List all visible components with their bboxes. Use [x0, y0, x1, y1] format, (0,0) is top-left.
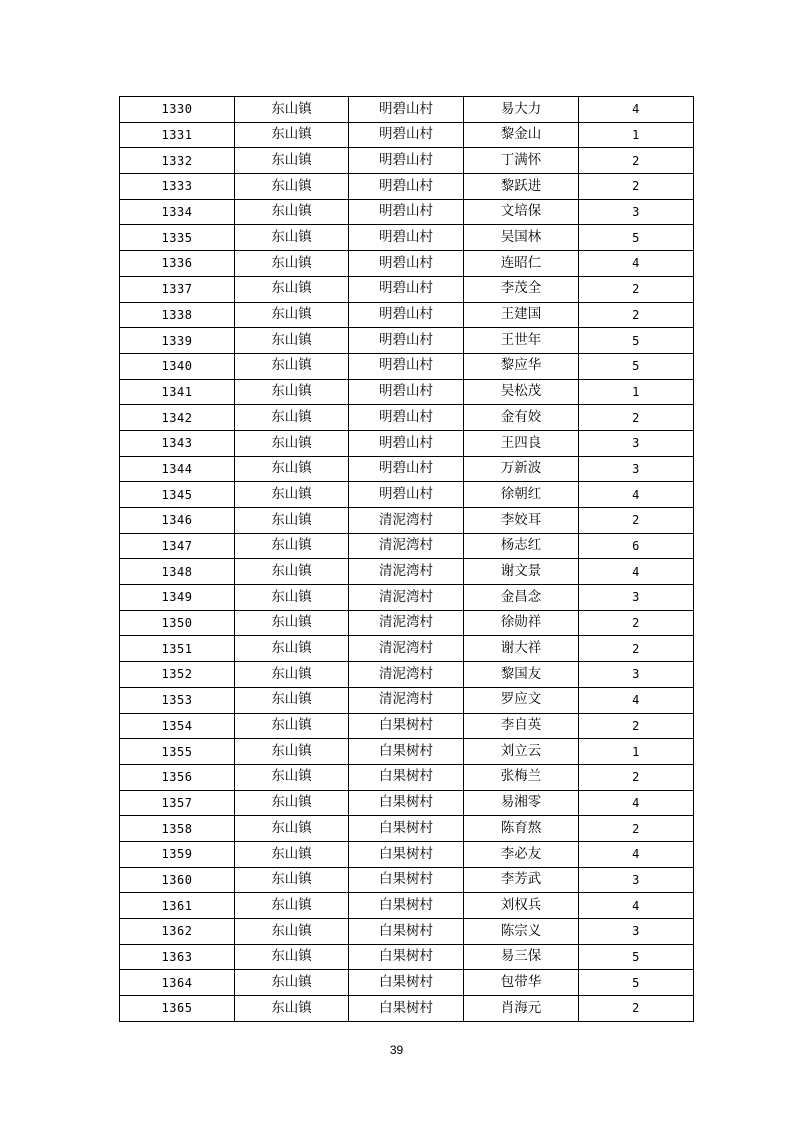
cell-person-name: 陈育熬 [464, 816, 579, 842]
cell-town: 东山镇 [235, 585, 349, 611]
cell-household-count: 2 [579, 508, 694, 534]
cell-village: 明碧山村 [349, 353, 464, 379]
cell-person-name: 张梅兰 [464, 764, 579, 790]
table-row [120, 379, 694, 405]
cell-person-name: 陈宗义 [464, 919, 579, 945]
cell-household-count: 5 [579, 353, 694, 379]
cell-village: 明碧山村 [349, 302, 464, 328]
table-row [120, 585, 694, 611]
cell-person-name: 吴松茂 [464, 379, 579, 405]
cell-person-name: 万新波 [464, 456, 579, 482]
cell-village: 白果树村 [349, 816, 464, 842]
cell-person-name: 徐朝红 [464, 482, 579, 508]
cell-person-name: 王四良 [464, 430, 579, 456]
cell-person-name: 谢大祥 [464, 636, 579, 662]
table-row [120, 533, 694, 559]
cell-household-count: 4 [579, 251, 694, 277]
cell-household-count: 4 [579, 687, 694, 713]
table-row [120, 764, 694, 790]
table-row [120, 559, 694, 585]
cell-town: 东山镇 [235, 430, 349, 456]
cell-village: 清泥湾村 [349, 636, 464, 662]
roster-table [119, 96, 694, 1022]
cell-town: 东山镇 [235, 405, 349, 431]
cell-town: 东山镇 [235, 713, 349, 739]
cell-village: 明碧山村 [349, 430, 464, 456]
table-row [120, 482, 694, 508]
cell-household-count: 4 [579, 790, 694, 816]
cell-town: 东山镇 [235, 996, 349, 1022]
cell-serial-number: 1352 [120, 662, 235, 688]
cell-household-count: 3 [579, 456, 694, 482]
cell-village: 白果树村 [349, 764, 464, 790]
cell-serial-number: 1344 [120, 456, 235, 482]
table-row [120, 867, 694, 893]
cell-person-name: 李必友 [464, 841, 579, 867]
cell-person-name: 金昌念 [464, 585, 579, 611]
table-row [120, 687, 694, 713]
cell-village: 白果树村 [349, 970, 464, 996]
table-row [120, 816, 694, 842]
table-row [120, 996, 694, 1022]
cell-serial-number: 1365 [120, 996, 235, 1022]
cell-household-count: 3 [579, 199, 694, 225]
cell-town: 东山镇 [235, 482, 349, 508]
cell-serial-number: 1350 [120, 610, 235, 636]
cell-village: 明碧山村 [349, 328, 464, 354]
cell-household-count: 1 [579, 739, 694, 765]
cell-household-count: 2 [579, 610, 694, 636]
cell-household-count: 2 [579, 174, 694, 200]
cell-person-name: 王世年 [464, 328, 579, 354]
table-row [120, 841, 694, 867]
cell-village: 清泥湾村 [349, 533, 464, 559]
cell-village: 白果树村 [349, 713, 464, 739]
table-row [120, 713, 694, 739]
cell-person-name: 丁满怀 [464, 148, 579, 174]
cell-serial-number: 1331 [120, 122, 235, 148]
cell-town: 东山镇 [235, 893, 349, 919]
cell-town: 东山镇 [235, 764, 349, 790]
cell-town: 东山镇 [235, 739, 349, 765]
cell-town: 东山镇 [235, 199, 349, 225]
cell-person-name: 易三保 [464, 944, 579, 970]
cell-serial-number: 1332 [120, 148, 235, 174]
cell-town: 东山镇 [235, 867, 349, 893]
cell-person-name: 文培保 [464, 199, 579, 225]
table-row [120, 456, 694, 482]
cell-village: 清泥湾村 [349, 610, 464, 636]
cell-town: 东山镇 [235, 636, 349, 662]
cell-town: 东山镇 [235, 508, 349, 534]
cell-village: 白果树村 [349, 739, 464, 765]
cell-serial-number: 1345 [120, 482, 235, 508]
cell-household-count: 3 [579, 919, 694, 945]
cell-town: 东山镇 [235, 97, 349, 123]
cell-serial-number: 1357 [120, 790, 235, 816]
table-row [120, 276, 694, 302]
roster-table-body [120, 97, 694, 1022]
cell-person-name: 李茂全 [464, 276, 579, 302]
cell-serial-number: 1342 [120, 405, 235, 431]
cell-serial-number: 1346 [120, 508, 235, 534]
cell-household-count: 1 [579, 122, 694, 148]
cell-village: 明碧山村 [349, 122, 464, 148]
cell-village: 白果树村 [349, 944, 464, 970]
cell-town: 东山镇 [235, 533, 349, 559]
cell-person-name: 黎金山 [464, 122, 579, 148]
table-row [120, 251, 694, 277]
cell-household-count: 4 [579, 559, 694, 585]
cell-village: 明碧山村 [349, 276, 464, 302]
cell-household-count: 3 [579, 867, 694, 893]
cell-household-count: 2 [579, 148, 694, 174]
cell-village: 明碧山村 [349, 199, 464, 225]
cell-person-name: 包带华 [464, 970, 579, 996]
table-row [120, 302, 694, 328]
table-row [120, 199, 694, 225]
cell-town: 东山镇 [235, 456, 349, 482]
cell-household-count: 5 [579, 944, 694, 970]
cell-town: 东山镇 [235, 841, 349, 867]
cell-person-name: 李自英 [464, 713, 579, 739]
table-row [120, 919, 694, 945]
cell-town: 东山镇 [235, 379, 349, 405]
cell-village: 白果树村 [349, 841, 464, 867]
cell-serial-number: 1334 [120, 199, 235, 225]
cell-person-name: 罗应文 [464, 687, 579, 713]
cell-person-name: 易大力 [464, 97, 579, 123]
cell-serial-number: 1351 [120, 636, 235, 662]
cell-serial-number: 1356 [120, 764, 235, 790]
cell-serial-number: 1333 [120, 174, 235, 200]
cell-village: 清泥湾村 [349, 508, 464, 534]
cell-person-name: 金有姣 [464, 405, 579, 431]
cell-village: 清泥湾村 [349, 687, 464, 713]
cell-household-count: 2 [579, 636, 694, 662]
cell-town: 东山镇 [235, 970, 349, 996]
cell-household-count: 2 [579, 713, 694, 739]
cell-household-count: 2 [579, 764, 694, 790]
cell-serial-number: 1339 [120, 328, 235, 354]
cell-town: 东山镇 [235, 251, 349, 277]
cell-serial-number: 1348 [120, 559, 235, 585]
cell-serial-number: 1341 [120, 379, 235, 405]
cell-town: 东山镇 [235, 302, 349, 328]
cell-town: 东山镇 [235, 122, 349, 148]
cell-town: 东山镇 [235, 687, 349, 713]
cell-village: 明碧山村 [349, 482, 464, 508]
cell-serial-number: 1338 [120, 302, 235, 328]
cell-household-count: 2 [579, 996, 694, 1022]
cell-household-count: 5 [579, 328, 694, 354]
cell-person-name: 肖海元 [464, 996, 579, 1022]
cell-village: 清泥湾村 [349, 559, 464, 585]
cell-town: 东山镇 [235, 816, 349, 842]
cell-town: 东山镇 [235, 148, 349, 174]
cell-town: 东山镇 [235, 174, 349, 200]
cell-town: 东山镇 [235, 662, 349, 688]
table-row [120, 174, 694, 200]
cell-person-name: 刘权兵 [464, 893, 579, 919]
cell-serial-number: 1355 [120, 739, 235, 765]
cell-village: 清泥湾村 [349, 662, 464, 688]
table-row [120, 944, 694, 970]
cell-person-name: 杨志红 [464, 533, 579, 559]
cell-village: 明碧山村 [349, 148, 464, 174]
cell-town: 东山镇 [235, 559, 349, 585]
cell-serial-number: 1364 [120, 970, 235, 996]
cell-person-name: 谢文景 [464, 559, 579, 585]
cell-household-count: 5 [579, 225, 694, 251]
cell-village: 明碧山村 [349, 174, 464, 200]
cell-village: 明碧山村 [349, 456, 464, 482]
cell-serial-number: 1335 [120, 225, 235, 251]
table-row [120, 662, 694, 688]
cell-town: 东山镇 [235, 328, 349, 354]
cell-town: 东山镇 [235, 225, 349, 251]
cell-household-count: 5 [579, 970, 694, 996]
cell-serial-number: 1353 [120, 687, 235, 713]
cell-town: 东山镇 [235, 919, 349, 945]
cell-serial-number: 1361 [120, 893, 235, 919]
cell-village: 明碧山村 [349, 379, 464, 405]
cell-household-count: 2 [579, 276, 694, 302]
cell-person-name: 黎跃进 [464, 174, 579, 200]
cell-town: 东山镇 [235, 944, 349, 970]
cell-town: 东山镇 [235, 276, 349, 302]
cell-person-name: 李姣耳 [464, 508, 579, 534]
cell-household-count: 1 [579, 379, 694, 405]
cell-household-count: 2 [579, 816, 694, 842]
cell-serial-number: 1349 [120, 585, 235, 611]
cell-person-name: 连昭仁 [464, 251, 579, 277]
cell-household-count: 4 [579, 482, 694, 508]
table-row [120, 148, 694, 174]
cell-household-count: 4 [579, 893, 694, 919]
cell-serial-number: 1360 [120, 867, 235, 893]
table-row [120, 430, 694, 456]
table-row [120, 610, 694, 636]
cell-village: 清泥湾村 [349, 585, 464, 611]
cell-serial-number: 1358 [120, 816, 235, 842]
table-row [120, 122, 694, 148]
cell-serial-number: 1340 [120, 353, 235, 379]
table-row [120, 405, 694, 431]
cell-village: 白果树村 [349, 893, 464, 919]
cell-person-name: 黎应华 [464, 353, 579, 379]
table-row [120, 97, 694, 123]
page-number: 39 [389, 1043, 404, 1057]
cell-village: 明碧山村 [349, 225, 464, 251]
cell-person-name: 黎国友 [464, 662, 579, 688]
cell-person-name: 王建国 [464, 302, 579, 328]
table-row [120, 893, 694, 919]
cell-village: 白果树村 [349, 790, 464, 816]
cell-town: 东山镇 [235, 790, 349, 816]
cell-serial-number: 1347 [120, 533, 235, 559]
cell-town: 东山镇 [235, 610, 349, 636]
cell-serial-number: 1363 [120, 944, 235, 970]
cell-person-name: 徐勋祥 [464, 610, 579, 636]
table-row [120, 739, 694, 765]
cell-household-count: 4 [579, 841, 694, 867]
cell-serial-number: 1336 [120, 251, 235, 277]
cell-village: 明碧山村 [349, 97, 464, 123]
cell-serial-number: 1362 [120, 919, 235, 945]
table-row [120, 328, 694, 354]
cell-serial-number: 1354 [120, 713, 235, 739]
cell-serial-number: 1330 [120, 97, 235, 123]
cell-person-name: 易湘零 [464, 790, 579, 816]
cell-village: 明碧山村 [349, 405, 464, 431]
cell-household-count: 4 [579, 97, 694, 123]
cell-village: 白果树村 [349, 867, 464, 893]
table-row [120, 353, 694, 379]
cell-town: 东山镇 [235, 353, 349, 379]
table-row [120, 225, 694, 251]
cell-household-count: 2 [579, 405, 694, 431]
table-row [120, 508, 694, 534]
cell-serial-number: 1343 [120, 430, 235, 456]
table-row [120, 970, 694, 996]
cell-household-count: 3 [579, 662, 694, 688]
cell-person-name: 刘立云 [464, 739, 579, 765]
cell-person-name: 吴国林 [464, 225, 579, 251]
cell-household-count: 3 [579, 430, 694, 456]
table-row [120, 636, 694, 662]
cell-household-count: 3 [579, 585, 694, 611]
cell-village: 明碧山村 [349, 251, 464, 277]
cell-village: 白果树村 [349, 996, 464, 1022]
cell-serial-number: 1337 [120, 276, 235, 302]
cell-person-name: 李芳武 [464, 867, 579, 893]
cell-village: 白果树村 [349, 919, 464, 945]
table-row [120, 790, 694, 816]
cell-serial-number: 1359 [120, 841, 235, 867]
cell-household-count: 6 [579, 533, 694, 559]
cell-household-count: 2 [579, 302, 694, 328]
